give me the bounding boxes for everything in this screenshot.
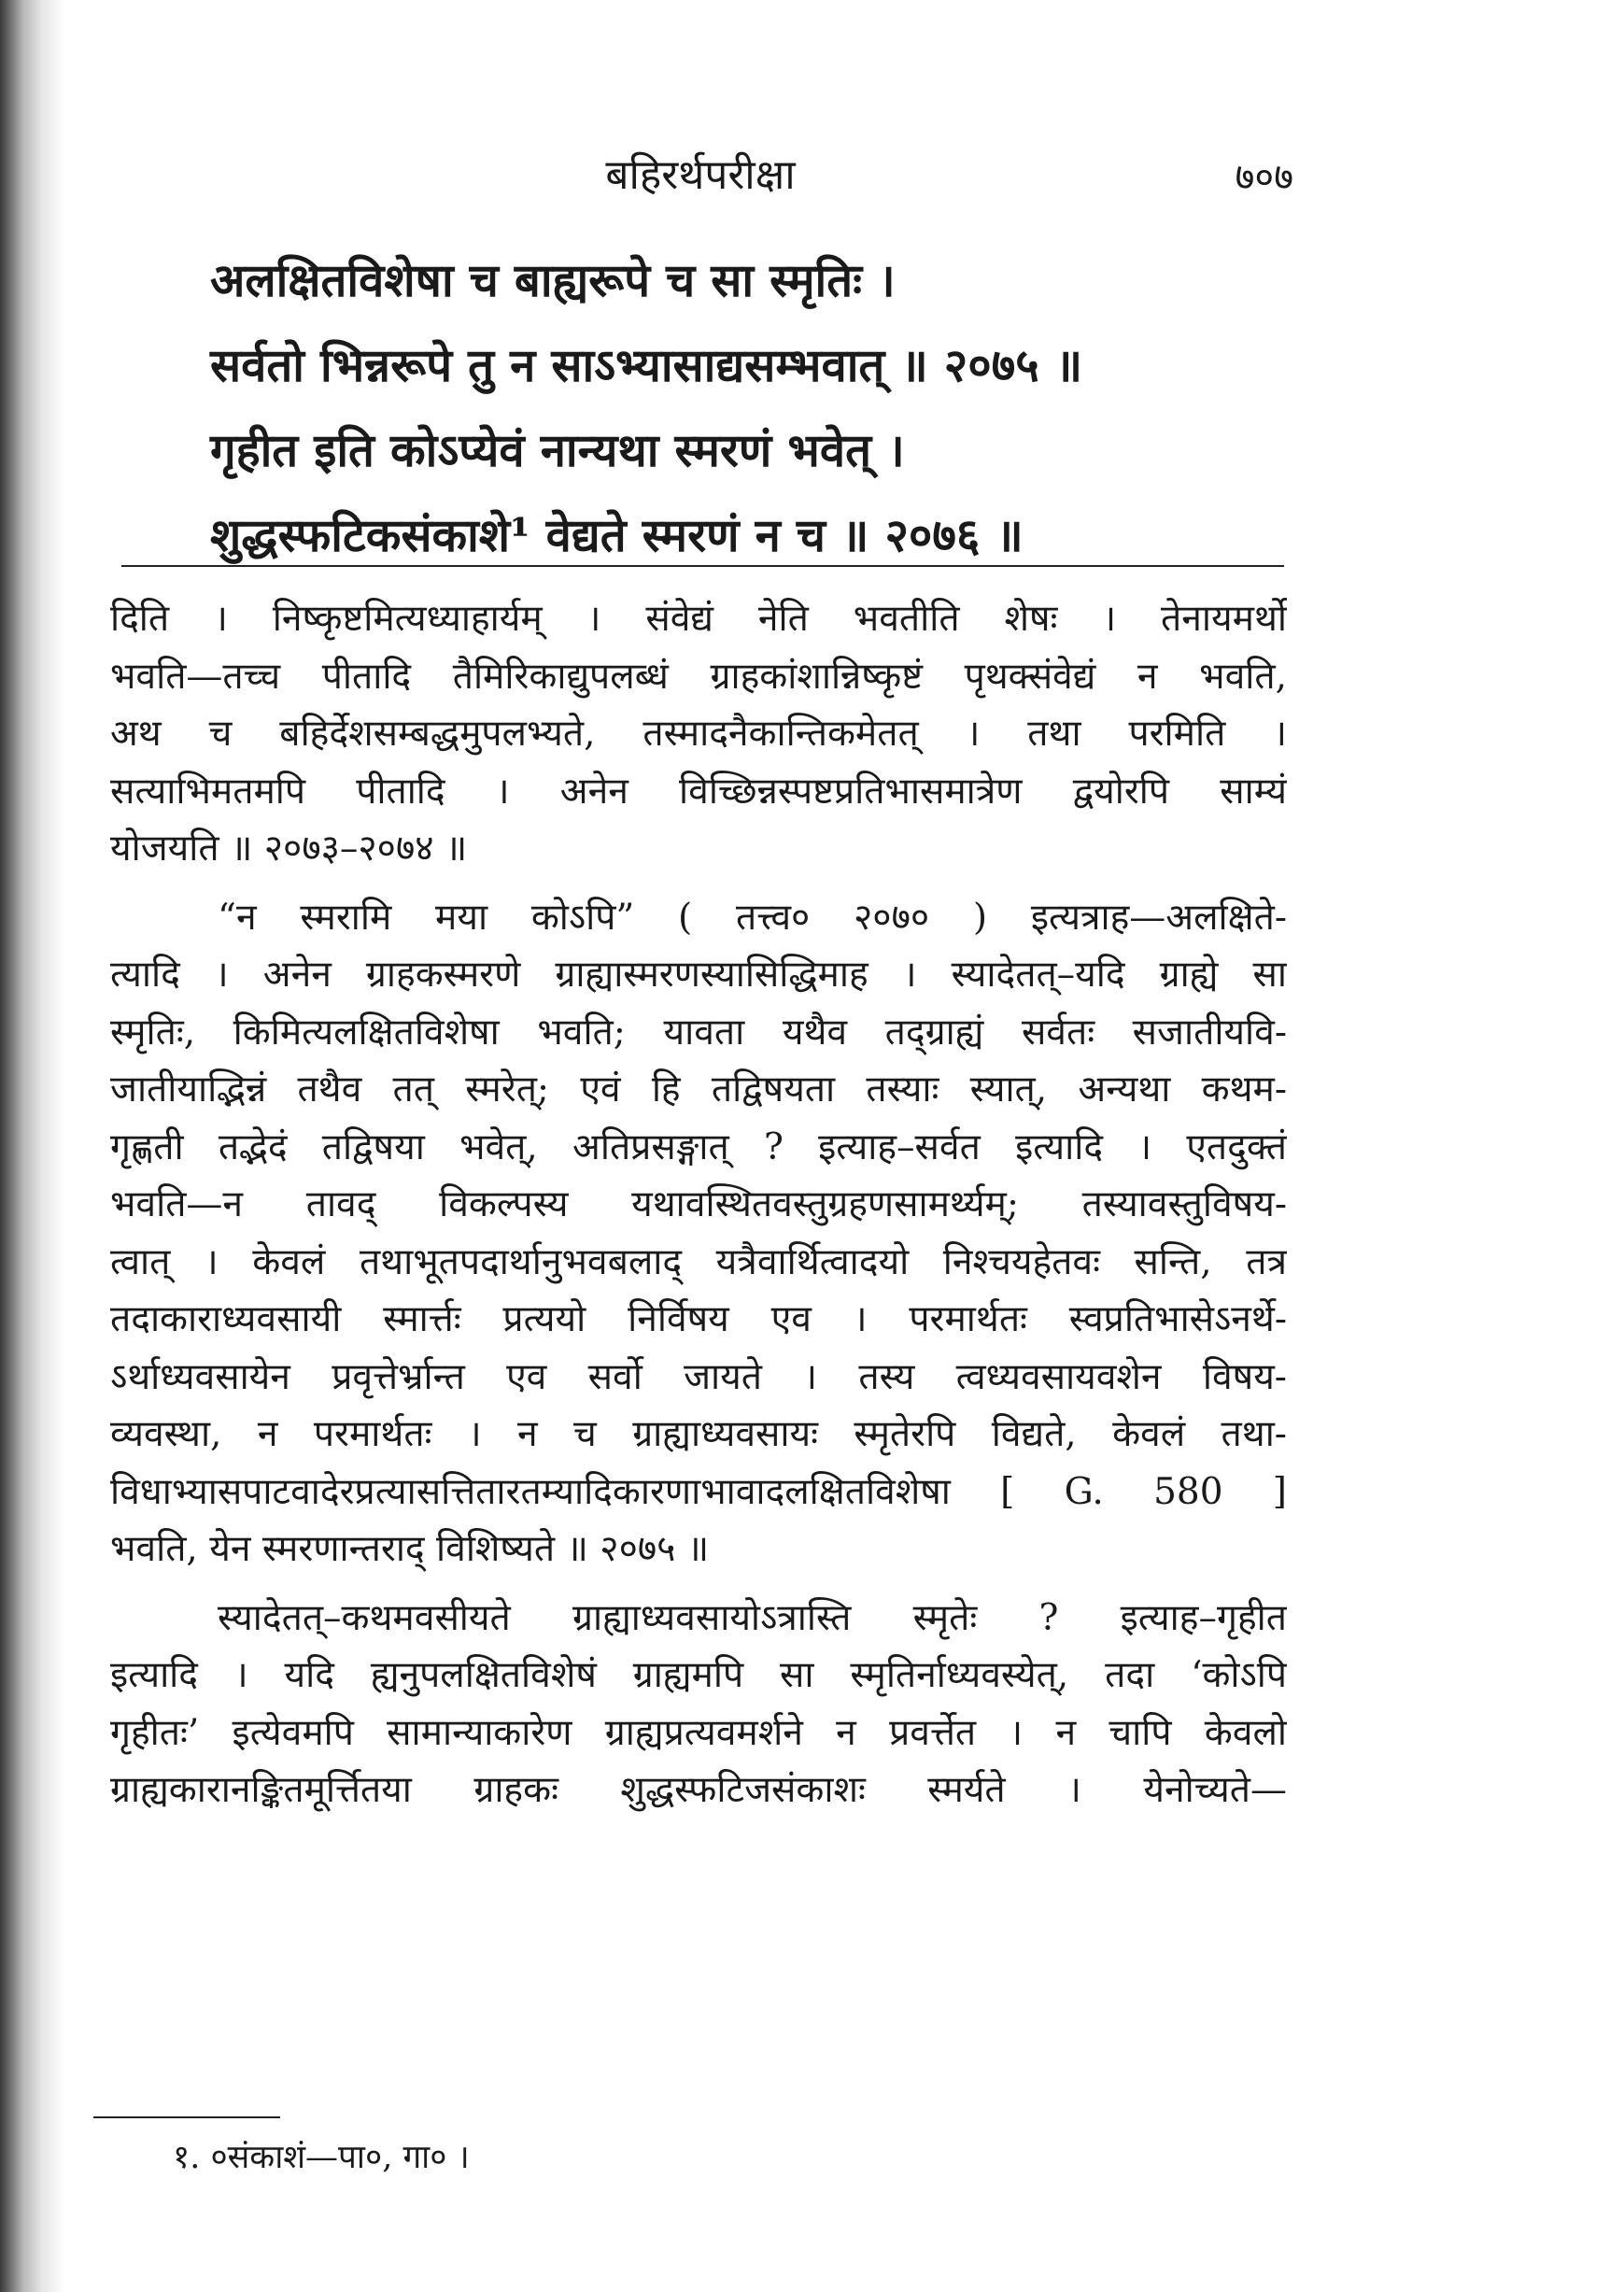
text-line: योजयति ॥ २०७३–२०७४ ॥ — [110, 828, 468, 870]
text-line: स्मृतिः, किमित्यलक्षितविशेषा भवति; यावता यथैव तद्ग्राह्यं सर्वतः सजातीयवि- — [110, 1011, 1287, 1054]
verse-line: अलक्षितविशेषा च बाह्यरूपे च सा स्मृतिः । — [210, 253, 896, 307]
text-line: त्यादि । अनेन ग्राहकस्मरणे ग्राह्यास्मरणस्यासिद्धिमाह । स्यादेतत्–यदि ग्राह्ये सा — [110, 954, 1287, 996]
text-line: ग्राह्यकारानङ्कितमूर्त्तितया ग्राहकः शुद्धस्फटिजसंकाशः स्मर्यते । येनोच्यते— — [110, 1769, 1287, 1811]
text-line: विधाभ्यासपाटवादेरप्रत्यासत्तितारतम्यादिकारणाभावादलक्षितविशेषा [ G. 580 ] — [110, 1470, 1287, 1513]
verse-line: शुद्धस्फटिकसंकाशे¹ वेद्यते स्मरणं न च ॥ २०७६ ॥ — [210, 508, 1024, 562]
verse-line: सर्वतो भिन्नरूपे तु न साऽभ्यासाद्यसम्भवात् ॥ २०७५ ॥ — [210, 338, 1083, 392]
text-line: ऽर्थाध्यवसायेन प्रवृत्तेर्भ्रान्त एव सर्वो जायते । तस्य त्वध्यवसायवशेन विषय- — [110, 1355, 1287, 1398]
text-line: स्यादेतत्–कथमवसीयते ग्राह्याध्यवसायोऽत्रास्ति स्मृतेः ? इत्याह–गृहीत — [218, 1596, 1287, 1639]
commentary-paragraph — [110, 590, 1287, 878]
text-line: दिति । निष्कृष्टमित्यध्याहार्यम् । संवेद्यं नेति भवतीति शेषः । तेनायमर्थो — [110, 598, 1287, 640]
text-line: तदाकाराध्यवसायी स्मार्त्तः प्रत्ययो निर्विषय एव । परमार्थतः स्वप्रतिभासेऽनर्थे- — [110, 1298, 1287, 1340]
commentary-paragraph — [110, 889, 1287, 1578]
text-line: गृह्णती तद्भेदं तद्विषया भवेत्, अतिप्रसङ्गात् ? इत्याह–सर्वत इत्यादि । एतदुक्तं — [110, 1125, 1287, 1168]
verse-divider — [121, 565, 1284, 567]
text-line: भवति—न तावद् विकल्पस्य यथावस्थितवस्तुग्रहणसामर्थ्यम्; तस्यावस्तुविषय- — [110, 1183, 1287, 1225]
footnote: १. ०संकाशं—पा०, गा० । — [173, 2139, 470, 2176]
text-line: भवति, येन स्मरणान्तराद् विशिष्यते ॥ २०७५ ॥ — [110, 1528, 710, 1570]
text-line: त्वात् । केवलं तथाभूतपदार्थानुभवबलाद् यत्रैवार्थित्वादयो निश्चयहेतवः सन्ति, तत्र — [110, 1240, 1287, 1283]
text-line: इत्यादि । यदि ह्यनुपलक्षितविशेषं ग्राह्यमपि सा स्मृतिर्नाध्यवस्येत्, तदा ‘कोऽपि — [110, 1654, 1287, 1696]
commentary-paragraph — [110, 1590, 1287, 1819]
running-title: बहिरर्थपरीक्षा — [605, 151, 796, 199]
verse-block — [210, 238, 1303, 578]
text-line: जातीयाद्भिन्नं तथैव तत् स्मरेत्; एवं हि तद्विषयता तस्याः स्यात्, अन्यथा कथम- — [110, 1068, 1287, 1111]
page-number: ७०७ — [1235, 156, 1293, 199]
footnote-divider — [93, 2116, 280, 2118]
text-line: भवति—तच्च पीतादि तैमिरिकाद्युपलब्धं ग्राहकांशान्निष्कृष्टं पृथक्संवेद्यं न भवति, — [110, 655, 1287, 698]
text-line: अथ च बहिर्देशसम्बद्धमुपलभ्यते, तस्मादनैकान्तिकमेतत् । तथा परमिति । — [110, 713, 1287, 755]
text-line: व्यवस्था, न परमार्थतः । न च ग्राह्याध्यवसायः स्मृतेरपि विद्यते, केवलं तथा- — [110, 1413, 1287, 1455]
text-line: “न स्मरामि मया कोऽपि” ( तत्त्व० २०७० ) इत्यत्राह—अलक्षिते- — [218, 896, 1287, 939]
text-line: गृहीतः’ इत्येवमपि सामान्याकारेण ग्राह्यप्रत्यवमर्शने न प्रवर्त्तेत । न चापि केवलो — [110, 1711, 1287, 1754]
verse-line: गृहीत इति कोऽप्येवं नान्यथा स्मरणं भवेत् । — [210, 423, 905, 477]
commentary-text — [110, 590, 1287, 1831]
text-line: सत्याभिमतमपि पीतादि । अनेन विच्छिन्नस्पष्टप्रतिभासमात्रेण द्वयोरपि साम्यं — [110, 770, 1287, 813]
